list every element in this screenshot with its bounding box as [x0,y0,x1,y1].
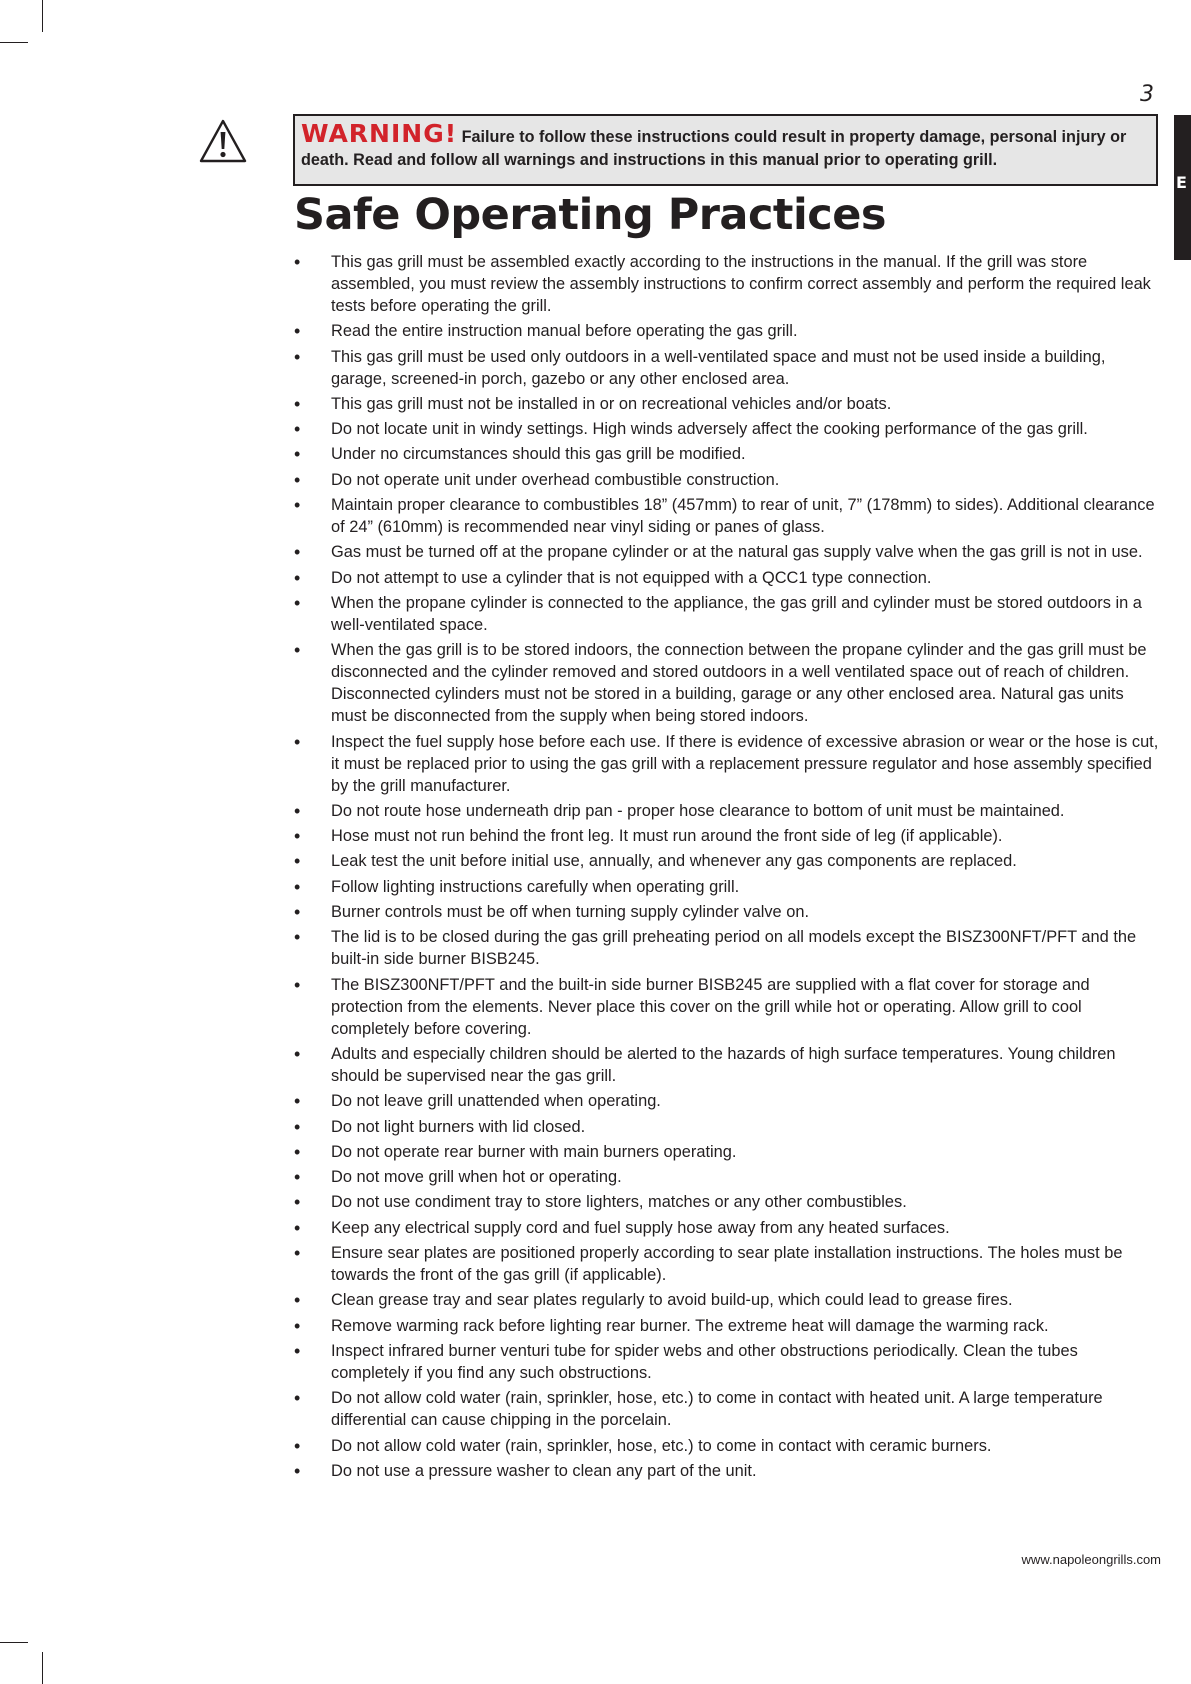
practice-item: • Burner controls must be off when turning supply cylinder valve on. [294,901,1160,923]
practice-item: • Do not allow cold water (rain, sprinkler, hose, etc.) to come in contact with heated unit. A large temperature differential can cause chipping in the porcelain. [294,1387,1160,1431]
practice-item: • Clean grease tray and sear plates regularly to avoid build-up, which could lead to grease fires. [294,1289,1160,1311]
practice-item: • Adults and especially children should be alerted to the hazards of high surface temperatures. Young children should be supervised near the gas grill. [294,1043,1160,1087]
practice-item: • Do not operate rear burner with main burners operating. [294,1141,1160,1163]
page-number: 3 [1140,82,1154,107]
practice-item: • The lid is to be closed during the gas grill preheating period on all models except the BISZ300NFT/PFT and the built-in side burner BISB245. [294,926,1160,970]
crop-mark-top-vertical [42,0,43,32]
practice-item: • Read the entire instruction manual before operating the gas grill. [294,320,1160,342]
language-tab [1174,115,1191,260]
footer-url: www.napoleongrills.com [1021,1552,1161,1567]
practice-item: • Do not locate unit in windy settings. High winds adversely affect the cooking performance of the gas grill. [294,418,1160,440]
practice-item: • Do not leave grill unattended when operating. [294,1090,1160,1112]
practice-item: • Leak test the unit before initial use, annually, and whenever any gas components are replaced. [294,850,1160,872]
crop-mark-top-horizontal [0,42,28,43]
practice-item: • This gas grill must not be installed in or on recreational vehicles and/or boats. [294,393,1160,415]
practice-item: • When the propane cylinder is connected to the appliance, the gas grill and cylinder must be stored outdoors in a well-ventilated space. [294,592,1160,636]
practice-item: • Do not route hose underneath drip pan - proper hose clearance to bottom of unit must be maintained. [294,800,1160,822]
practice-item: • Do not use a pressure washer to clean any part of the unit. [294,1460,1160,1482]
warning-triangle-icon [198,118,248,164]
practice-item: • Under no circumstances should this gas grill be modified. [294,443,1160,465]
practice-item: • Do not allow cold water (rain, sprinkler, hose, etc.) to come in contact with ceramic burners. [294,1435,1160,1457]
practice-item: • Hose must not run behind the front leg. It must run around the front side of leg (if applicable). [294,825,1160,847]
safe-operating-practices-list [294,251,1160,1485]
practice-item: • Maintain proper clearance to combustibles 18” (457mm) to rear of unit, 7” (178mm) to sides). Additional clearance of 24” (610mm) is recommended near vinyl siding or panes of glass. [294,494,1160,538]
practice-item: • Do not move grill when hot or operating. [294,1166,1160,1188]
crop-mark-bottom-vertical [42,1652,43,1684]
warning-text: Failure to follow these instructions could result in property damage, personal injury or death. Read and follow all warnings and instructions in this manual prior to operating grill. [301,128,1127,169]
warning-label: WARNING! [301,119,458,148]
warning-box [293,114,1158,186]
practice-item: • Gas must be turned off at the propane cylinder or at the natural gas supply valve when the gas grill is not in use. [294,541,1160,563]
practice-item: • Do not attempt to use a cylinder that is not equipped with a QCC1 type connection. [294,567,1160,589]
crop-mark-bottom-horizontal [0,1642,28,1643]
practice-item: • Do not light burners with lid closed. [294,1116,1160,1138]
practice-item: • When the gas grill is to be stored indoors, the connection between the propane cylinder and the gas grill must be disconnected and the cylinder removed and stored outdoors in a well ventilated space out of reach of children. Disconnected cylinders must not be stored in a building, garage or any other enclosed area. Natural gas units must be disconnected from the supply when being stored indoors. [294,639,1160,727]
practice-item: • Ensure sear plates are positioned properly according to sear plate installation instructions. The holes must be towards the front of the gas grill (if applicable). [294,1242,1160,1286]
practice-item: • The BISZ300NFT/PFT and the built-in side burner BISB245 are supplied with a flat cover for storage and protection from the elements. Never place this cover on the grill while hot or operating. Allow grill to cool completely before covering. [294,974,1160,1040]
practice-item: • This gas grill must be used only outdoors in a well-ventilated space and must not be used inside a building, garage, screened-in porch, gazebo or any other enclosed area. [294,346,1160,390]
practice-item: • Follow lighting instructions carefully when operating grill. [294,876,1160,898]
practice-item: • This gas grill must be assembled exactly according to the instructions in the manual. If the grill was store assembled, you must review the assembly instructions to confirm correct assembly and perform the required leak tests before operating the grill. [294,251,1160,317]
page-title: Safe Operating Practices [294,190,886,240]
language-tab-label: E [1176,173,1187,192]
practice-item: • Keep any electrical supply cord and fuel supply hose away from any heated surfaces. [294,1217,1160,1239]
practice-item: • Remove warming rack before lighting rear burner. The extreme heat will damage the warming rack. [294,1315,1160,1337]
practice-item: • Inspect the fuel supply hose before each use. If there is evidence of excessive abrasion or wear or the hose is cut, it must be replaced prior to using the gas grill with a replacement pressure regulator and hose assembly specified by the grill manufacturer. [294,731,1160,797]
practice-item: • Inspect infrared burner venturi tube for spider webs and other obstructions periodically. Clean the tubes completely if you find any such obstructions. [294,1340,1160,1384]
practice-item: • Do not operate unit under overhead combustible construction. [294,469,1160,491]
practice-item: • Do not use condiment tray to store lighters, matches or any other combustibles. [294,1191,1160,1213]
